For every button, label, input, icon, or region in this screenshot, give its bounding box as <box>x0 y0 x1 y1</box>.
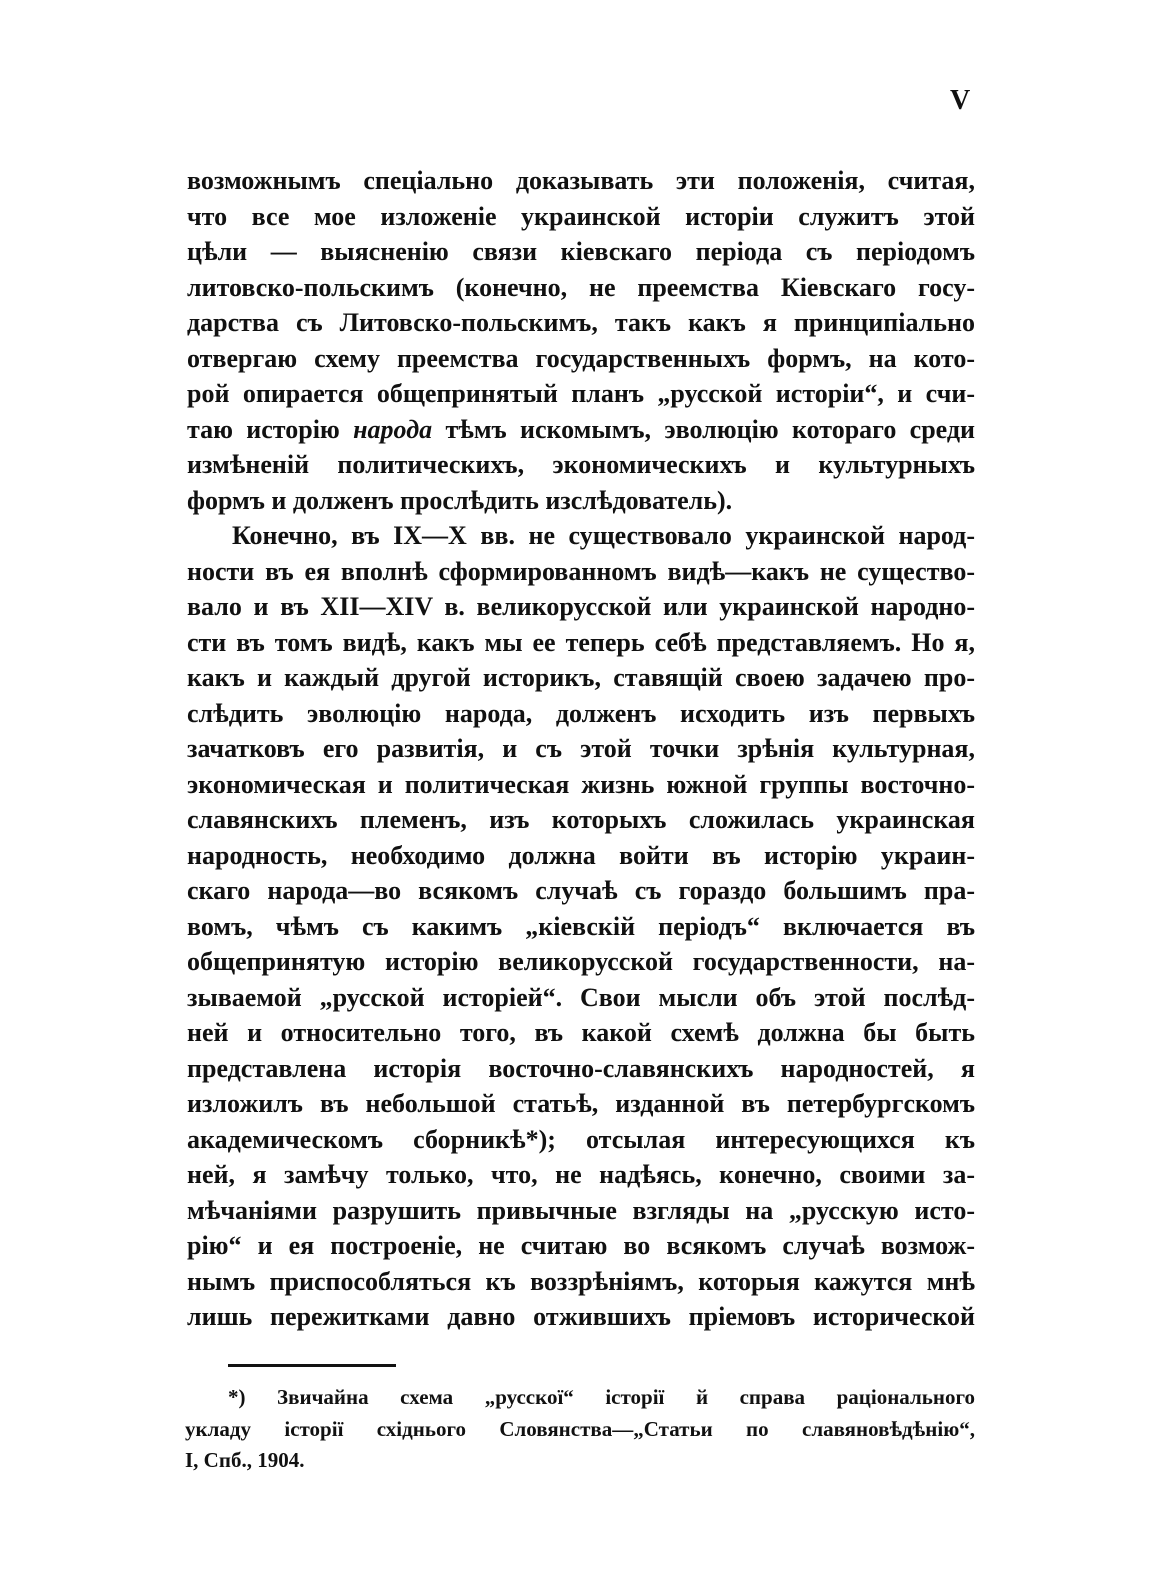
text-line: ней и относительно того, въ какой схемѣ должна бы быть <box>187 1018 975 1047</box>
paragraph <box>187 163 975 518</box>
text-line: экономическая и политическая жизнь южной группы восточно- <box>187 769 975 799</box>
text-line: Конечно, въ IX—X вв. не существовало украинской народ- <box>232 521 975 550</box>
text-line: мѣчаніями разрушить привычные взгляды на „русскую исто- <box>187 1195 975 1225</box>
text-line: какъ и каждый другой историкъ, ставящій своею задачею про- <box>187 663 975 692</box>
text-line: рію“ и ея построеніе, не считаю во всякомъ случаѣ возмож- <box>187 1231 975 1260</box>
text-line: сти въ томъ видѣ, какъ мы ее теперь себѣ представляемъ. Но я, <box>187 627 975 657</box>
text-line: вомъ, чѣмъ съ какимъ „кіевскій періодъ“ включается въ <box>187 911 975 941</box>
text-line: скаго народа—во всякомъ случаѣ съ гораздо большимъ пра- <box>187 876 975 905</box>
main-text <box>187 163 975 1335</box>
text-line <box>187 412 975 448</box>
footnote-line: *) Звичайна схема „русскої“ історії й справа раціонального <box>228 1385 975 1409</box>
text-line: славянскихъ племенъ, изъ которыхъ сложилась украинская <box>187 805 975 834</box>
text-line: возможнымъ спеціально доказывать эти положенія, считая, <box>187 166 975 195</box>
text-line: дарства съ Литовско-польскимъ, такъ какъ я принципіально <box>187 308 975 337</box>
text-line: цѣли — выясненію связи кіевскаго періода съ періодомъ <box>187 237 975 266</box>
italic-emphasis: народа <box>353 414 433 444</box>
footnote-line: I, Спб., 1904. <box>185 1448 305 1472</box>
text-line: зываемой „русской исторіей“. Свои мысли объ этой послѣд- <box>187 982 975 1012</box>
text-line: ности въ ея вполнѣ сформированномъ видѣ—какъ не существо- <box>187 556 975 586</box>
footnote <box>185 1382 975 1477</box>
text-line: лишь пережитками давно отжившихъ пріемовъ исторической <box>187 1302 975 1331</box>
text-line: ней, я замѣчу только, что, не надѣясь, конечно, своими за- <box>187 1160 975 1189</box>
text-line: вало и въ XII—XIV в. великорусской или украинской народно- <box>187 592 975 621</box>
page-number: V <box>950 85 971 116</box>
text-line: представлена исторія восточно-славянскихъ народностей, я <box>187 1053 975 1083</box>
text-segment: таю исторію <box>187 414 354 444</box>
footnote-separator <box>228 1364 396 1367</box>
text-line: зачатковъ его развитія, и съ этой точки зрѣнія культурная, <box>187 734 975 763</box>
text-line: измѣненій политическихъ, экономическихъ и культурныхъ <box>187 450 975 479</box>
text-line: формъ и долженъ прослѣдить изслѣдователь). <box>187 485 733 515</box>
text-line: отвергаю схему преемства государственныхъ формъ, на кото- <box>187 343 975 373</box>
text-line: изложилъ въ небольшой статьѣ, изданной въ петербургскомъ <box>187 1089 975 1118</box>
text-line: слѣдить эволюцію народа, долженъ исходить изъ первыхъ <box>187 698 975 728</box>
text-line: литовско-польскимъ (конечно, не преемства Кіевскаго госу- <box>187 272 975 302</box>
text-line: общепринятую исторію великорусской государственности, на- <box>187 947 975 976</box>
text-segment: тѣмъ искомымъ, эволюцію котораго среди <box>432 414 975 444</box>
paragraph <box>187 518 975 1335</box>
text-line: академическомъ сборникѣ*); отсылая интересующихся къ <box>187 1124 975 1154</box>
text-line: народность, необходимо должна войти въ исторію украин- <box>187 840 975 870</box>
text-line: рой опирается общепринятый планъ „русской исторіи“, и счи- <box>187 379 975 408</box>
text-line: нымъ приспособляться къ воззрѣніямъ, которыя кажутся мнѣ <box>187 1266 975 1296</box>
text-line: что все мое изложеніе украинской исторіи служитъ этой <box>187 201 975 231</box>
footnote-line: укладу історії східнього Словянства—„Статьи по славяновѣдѣнію“, <box>185 1416 975 1441</box>
